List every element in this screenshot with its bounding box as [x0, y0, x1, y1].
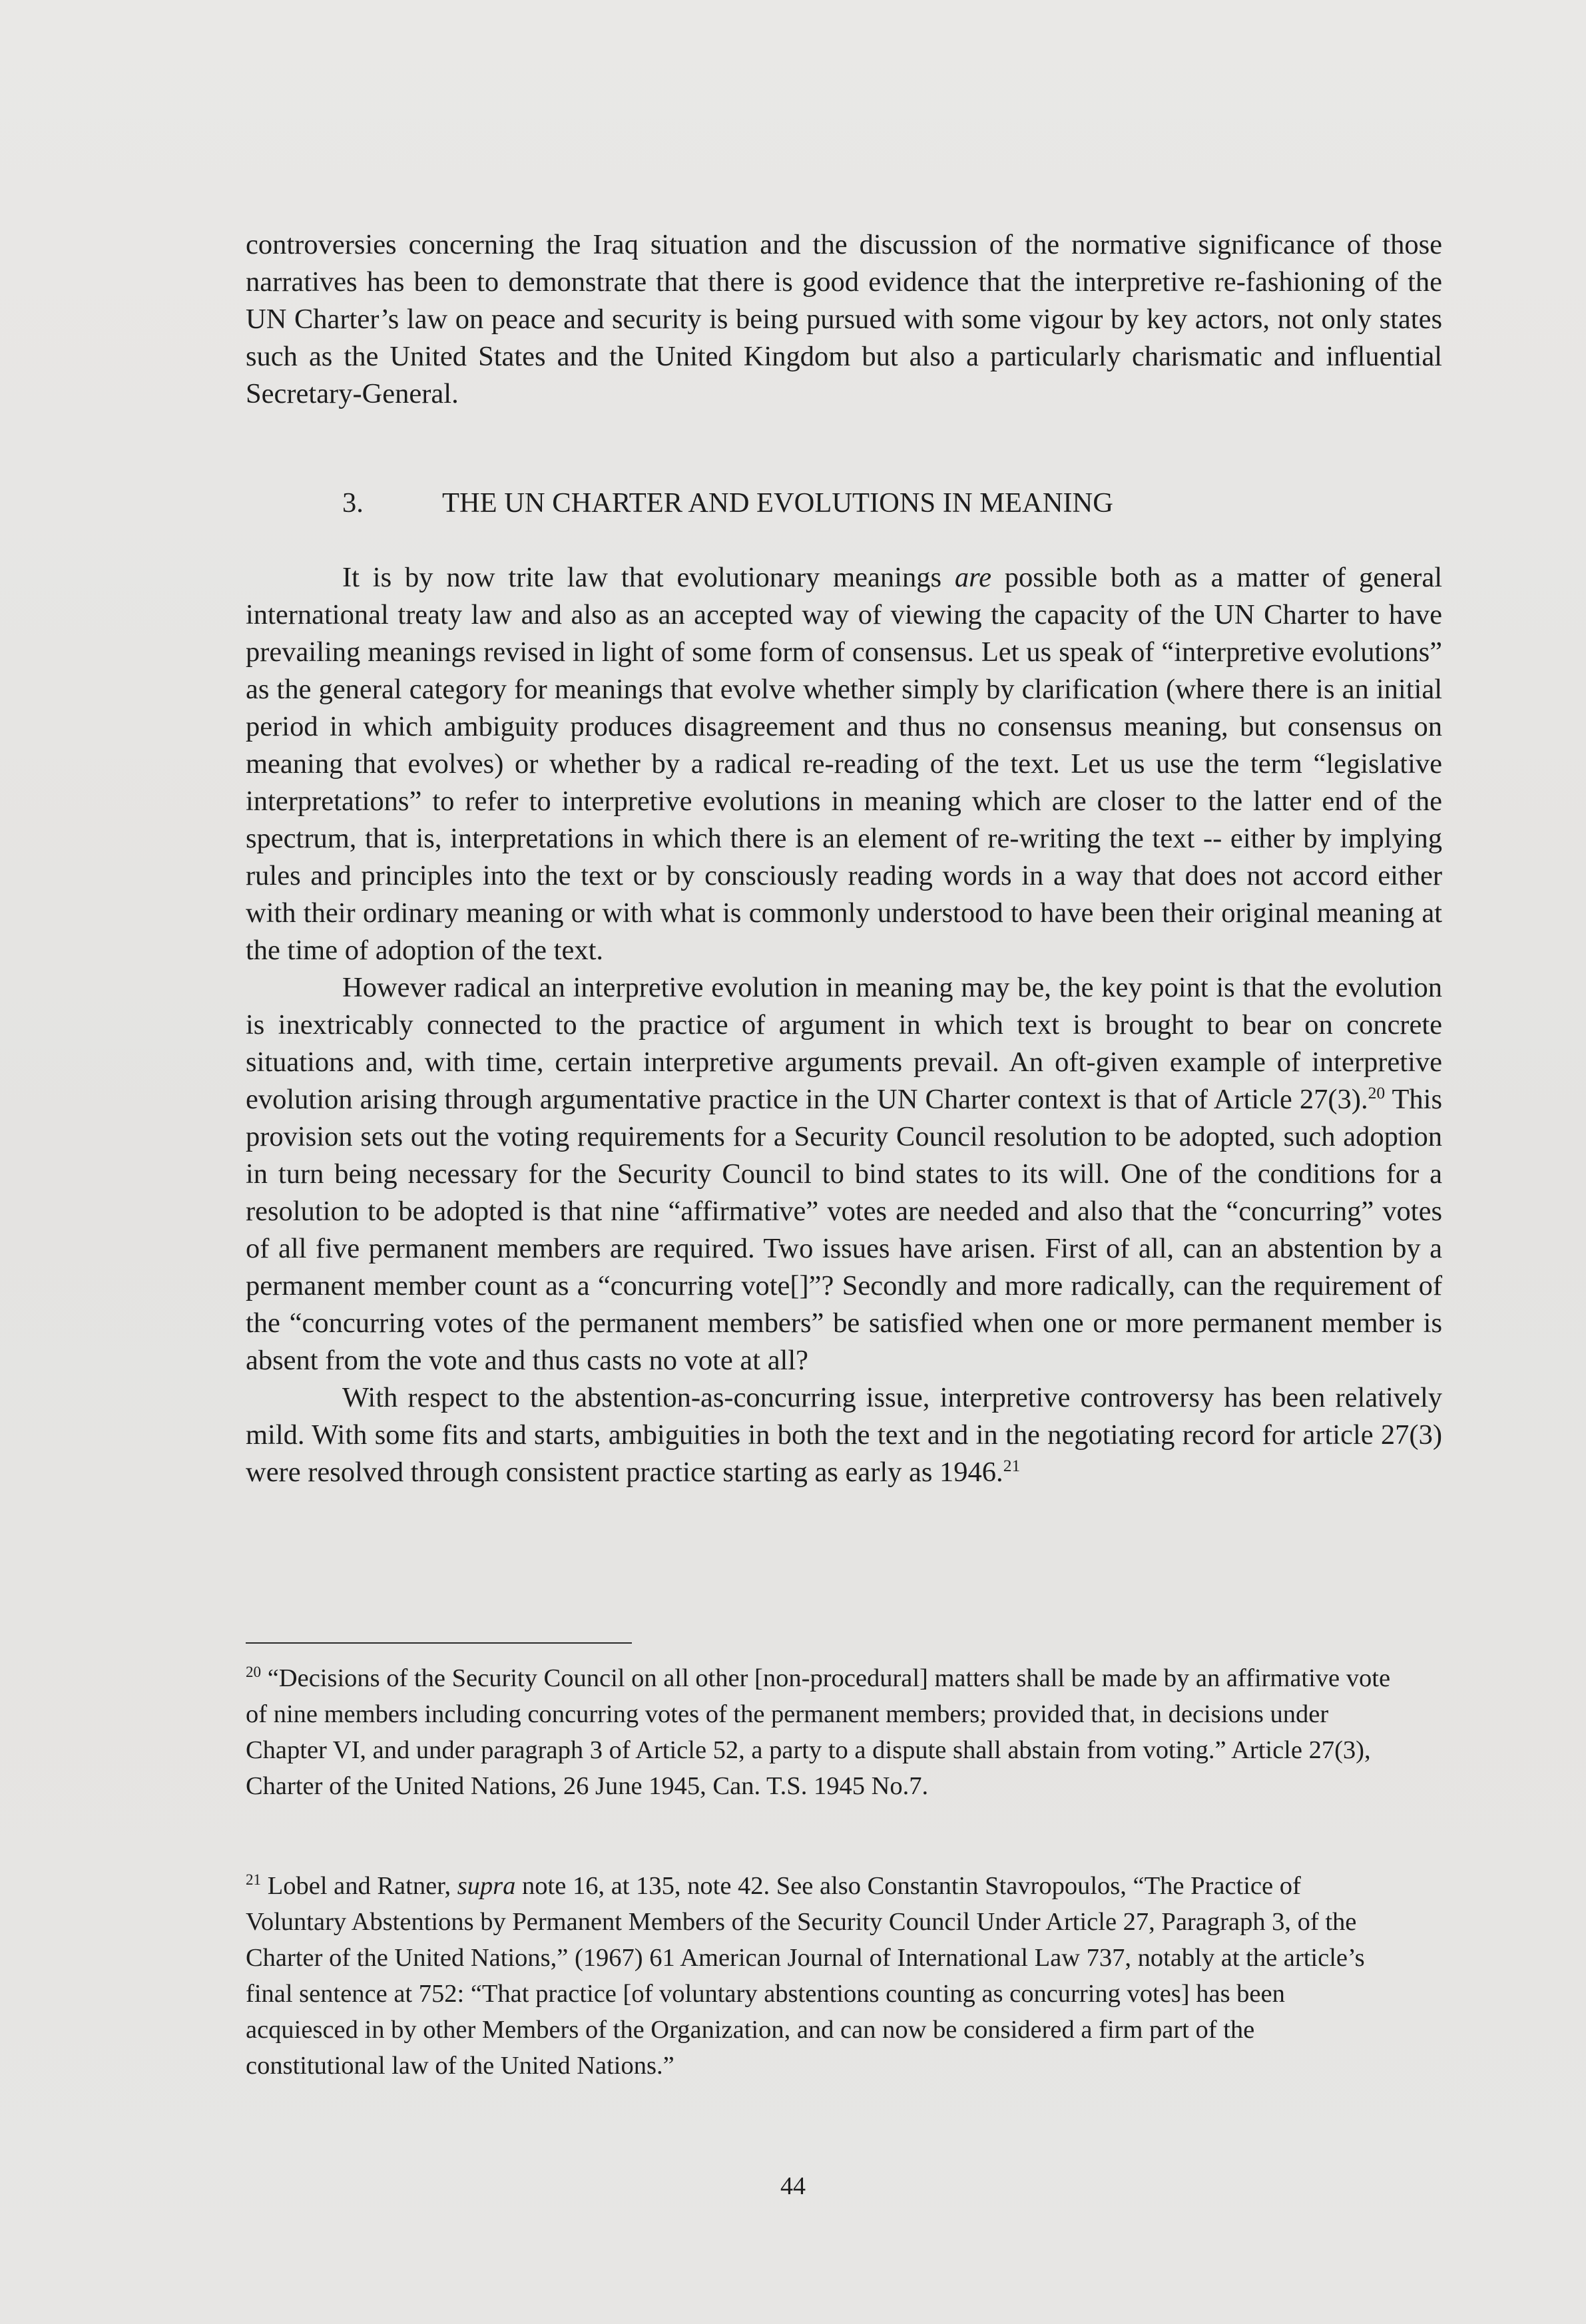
paragraph-2-text-a: However radical an interpretive evolution in meaning may be, the key point is that the evolution is inextricably connected to the practice of argument in which text is brought to bear on concrete situations and, with time, certain interpretive arguments prevail. An oft-given example of interpretive evolution arising through argumentative practice in the UN Charter context is that of Article 27(3).: [246, 972, 1442, 1115]
intro-paragraph: [246, 226, 1442, 413]
page-number: 44: [780, 2172, 806, 2200]
footnote-divider: [246, 1642, 632, 1644]
paragraph-1: [246, 559, 1442, 969]
paragraph-2: [246, 969, 1442, 1379]
paragraph-1-text-b: possible both as a matter of general international treaty law and also as an accepted way of viewing the capacity of the UN Charter to have prevailing meanings revised in light of some form of consensus. Let us speak of “interpretive evolutions” as the general category for meanings that evolve whether simply by clarification (where there is an initial period in which ambiguity produces disagreement and thus no consensus meaning, but consensus on meaning that evolves) or whether by a radical re-reading of the text. Let us use the term “legislative interpretations” to refer to interpretive evolutions in meaning which are closer to the latter end of the spectrum, that is, interpretations in which there is an element of re-writing the text -- either by implying rules and principles into the text or by consciously reading words in a way that does not accord either with their ordinary meaning or with what is commonly understood to have been their original meaning at the time of adoption of the text.: [246, 562, 1443, 966]
paragraph-2-text-b: This provision sets out the voting requirements for a Security Council resolution to be adopted, such adoption in turn being necessary for the Security Council to bind states to its will. One of the conditions for a resolution to be adopted is that nine “affirmative” votes are needed and also that the “concurring” votes of all five permanent members are required. Two issues have arisen. First of all, can an abstention by a permanent member count as a “concurring vote[]”? Secondly and more radically, can the requirement of the “concurring votes of the permanent members” be satisfied when one or more permanent member is absent from the vote and thus casts no vote at all?: [246, 1084, 1443, 1376]
footnote-ref-21[interactable]: 21: [1003, 1455, 1021, 1475]
section-title: THE UN CHARTER AND EVOLUTIONS IN MEANING: [442, 487, 1113, 519]
intro-paragraph-text: controversies concerning the Iraq situation and the discussion of the normative significance of those narratives has been to demonstrate that there is good evidence that the interpretive re-fashioning of the UN Charter’s law on peace and security is being pursued with some vigour by key actors, not only states such as the United States and the United Kingdom but also a particularly charismatic and influential Secretary-General.: [246, 229, 1442, 409]
main-text: [246, 559, 1442, 1491]
footnote-21-text-a: Lobel and Ratner,: [261, 1872, 457, 1900]
paragraph-1-emphasis: are: [954, 562, 991, 593]
footnote-21-emphasis: supra: [457, 1872, 516, 1900]
section-number: 3.: [342, 487, 364, 519]
footnote-20-text: “Decisions of the Security Council on all other [non-procedural] matters shall be made by an affirmative vote of nine members including concurring votes of the permanent members; provided that, in decisions under Chapter VI, and under paragraph 3 of Article 52, a party to a dispute shall abstain from voting.” Article 27(3), Charter of the United Nations, 26 June 1945, Can. T.S. 1945 No.7.: [246, 1664, 1391, 1800]
footnote-ref-20[interactable]: 20: [1368, 1082, 1386, 1102]
footnote-20: [246, 1660, 1391, 1804]
footnote-20-number: 20: [246, 1663, 262, 1681]
footnote-21-number: 21: [246, 1871, 262, 1889]
paragraph-1-text-a: It is by now trite law that evolutionary meanings: [342, 562, 955, 593]
footnote-21-text-b: note 16, at 135, note 42. See also Constantin Stavropoulos, “The Practice of Voluntary Abstentions by Permanent Members of the Security Council Under Article 27, Paragraph 3, of the Charter of the United Nations,” (1967) 61 American Journal of International Law 737, notably at the article’s final sentence at 752: “That practice [of voluntary abstentions counting as concurring votes] has been acquiesced in by other Members of the Organization, and can now be considered a firm part of the constitutional law of the United Nations.”: [246, 1872, 1365, 2080]
footnote-21: [246, 1868, 1391, 2084]
section-heading: [342, 485, 1113, 522]
paragraph-3-text: With respect to the abstention-as-concurring issue, interpretive controversy has been relatively mild. With some fits and starts, ambiguities in both the text and in the negotiating record for article 27(3) were resolved through consistent practice starting as early as 1946.: [246, 1382, 1442, 1488]
paragraph-3: [246, 1379, 1442, 1491]
